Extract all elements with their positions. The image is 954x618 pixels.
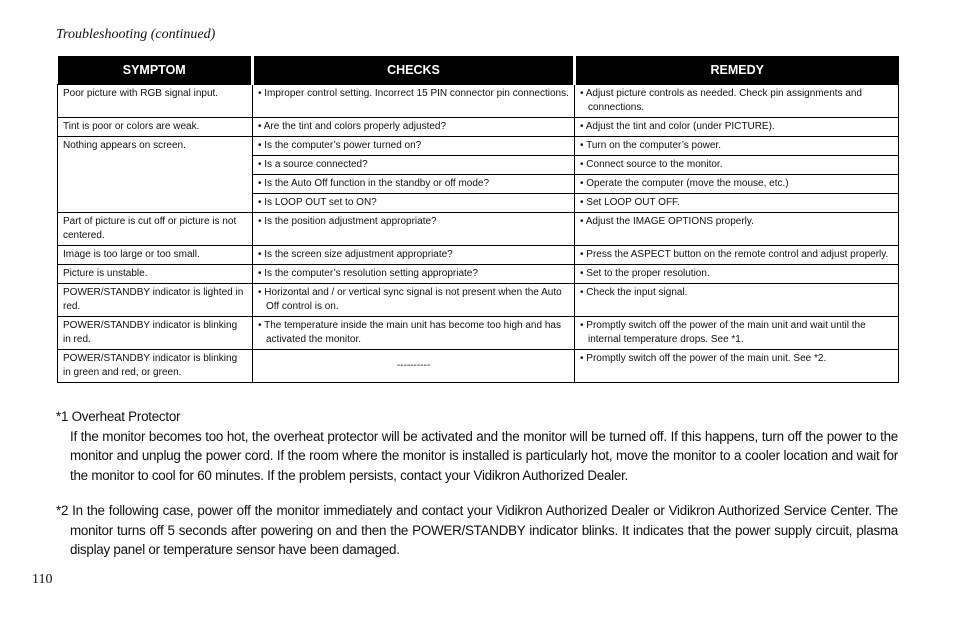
symptom-cell: POWER/STANDBY indicator is blinking in red. <box>58 317 253 350</box>
remedy-cell: • Set to the proper resolution. <box>575 265 899 284</box>
symptom-cell: Picture is unstable. <box>58 265 253 284</box>
symptom-cell: Tint is poor or colors are weak. <box>58 118 253 137</box>
column-header-checks: CHECKS <box>253 56 575 85</box>
remedy-cell: • Connect source to the monitor. <box>575 156 899 175</box>
symptom-cell: Poor picture with RGB signal input. <box>58 85 253 118</box>
remedy-cell: • Turn on the computer’s power. <box>575 137 899 156</box>
remedy-cell: • Promptly switch off the power of the main unit. See *2. <box>575 350 899 383</box>
remedy-cell: • Press the ASPECT button on the remote control and adjust properly. <box>575 246 899 265</box>
check-cell: • Is the screen size adjustment appropriate? <box>253 246 575 265</box>
troubleshooting-table <box>57 56 899 383</box>
table-row <box>58 246 899 265</box>
footnotes <box>56 407 898 560</box>
check-cell: • Improper control setting. Incorrect 15 PIN connector pin connections. <box>253 85 575 118</box>
check-cell: • Are the tint and colors properly adjusted? <box>253 118 575 137</box>
table-header-row <box>58 56 899 85</box>
remedy-cell: • Set LOOP OUT OFF. <box>575 194 899 213</box>
note-1-title: *1 Overheat Protector <box>56 409 181 424</box>
table-row <box>58 213 899 246</box>
check-cell: • Is the computer’s power turned on? <box>253 137 575 156</box>
remedy-cell: • Promptly switch off the power of the main unit and wait until the internal temperature drops. See *1. <box>575 317 899 350</box>
check-cell: ---------- <box>253 350 575 383</box>
check-cell: • Is a source connected? <box>253 156 575 175</box>
note-spacer <box>56 485 898 501</box>
column-header-remedy: REMEDY <box>575 56 899 85</box>
table-row <box>58 85 899 118</box>
symptom-cell: POWER/STANDBY indicator is lighted in red. <box>58 284 253 317</box>
page-number: 110 <box>32 572 53 587</box>
check-cell: • Horizontal and / or vertical sync signal is not present when the Auto Off control is on. <box>253 284 575 317</box>
remedy-cell: • Adjust the tint and color (under PICTURE). <box>575 118 899 137</box>
symptom-cell: Image is too large or too small. <box>58 246 253 265</box>
note-1-body: If the monitor becomes too hot, the overheat protector will be activated and the monitor will be turned off. If this happens, turn off the power to the monitor and unplug the power cord. If the room where the monitor is installed is particularly hot, move the monitor to a cooler location and wait for the monitor to cool for 60 minutes. If the problem persists, contact your Vidikron Authorized Dealer. <box>70 428 898 483</box>
check-cell: • The temperature inside the main unit has become too high and has activated the monitor. <box>253 317 575 350</box>
table-row <box>58 265 899 284</box>
check-cell: • Is the computer’s resolution setting appropriate? <box>253 265 575 284</box>
column-header-symptom: SYMPTOM <box>58 56 253 85</box>
table-row <box>58 118 899 137</box>
symptom-cell: POWER/STANDBY indicator is blinking in green and red, or green. <box>58 350 253 383</box>
check-cell: • Is LOOP OUT set to ON? <box>253 194 575 213</box>
check-cell: • Is the Auto Off function in the standby or off mode? <box>253 175 575 194</box>
table-row <box>58 317 899 350</box>
remedy-cell: • Adjust picture controls as needed. Check pin assignments and connections. <box>575 85 899 118</box>
check-cell: • Is the position adjustment appropriate? <box>253 213 575 246</box>
section-heading: Troubleshooting (continued) <box>56 27 216 42</box>
table-row <box>58 137 899 156</box>
symptom-cell: Nothing appears on screen. <box>58 137 253 213</box>
note-2: *2 In the following case, power off the monitor immediately and contact your Vidikron Authorized Dealer or Vidikron Authorized Service Center. The monitor turns off 5 seconds after powering on and then the POWER/STANDBY indicator blinks. It indicates that the power supply circuit, plasma display panel or temperature sensor have been damaged. <box>56 503 898 557</box>
table-row <box>58 350 899 383</box>
remedy-cell: • Operate the computer (move the mouse, etc.) <box>575 175 899 194</box>
remedy-cell: • Check the input signal. <box>575 284 899 317</box>
symptom-cell: Part of picture is cut off or picture is not centered. <box>58 213 253 246</box>
remedy-cell: • Adjust the IMAGE OPTIONS properly. <box>575 213 899 246</box>
table-row <box>58 284 899 317</box>
